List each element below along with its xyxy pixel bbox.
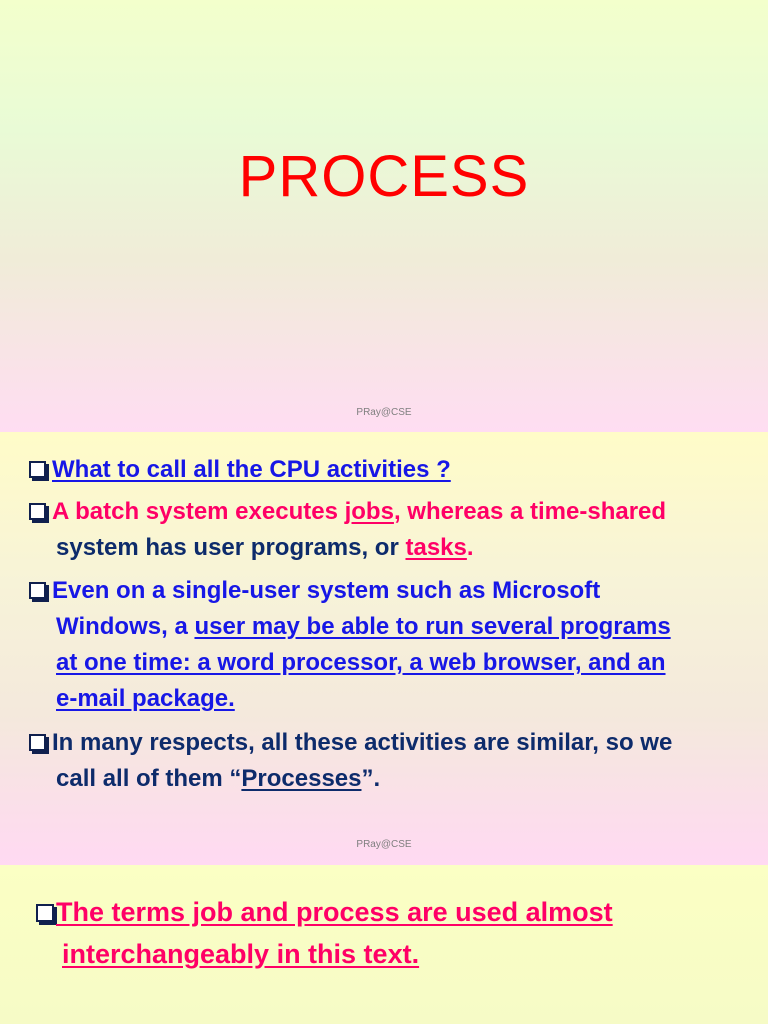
bullet-4-line1: In many respects, all these activities are similar, so we bbox=[52, 729, 673, 756]
square-bullet-icon bbox=[36, 904, 54, 922]
bullet-2-jobs: jobs bbox=[344, 498, 394, 525]
bullet-item-4 bbox=[29, 725, 672, 797]
slide-process-definition bbox=[0, 432, 768, 865]
bullet-3-line2: Windows, a bbox=[56, 613, 195, 640]
slide-title-heading: PROCESS bbox=[238, 144, 530, 209]
terms-line1: The terms job and process are used almost bbox=[56, 897, 613, 927]
bullet-1-text: What to call all the CPU activities ? bbox=[52, 456, 451, 483]
square-bullet-icon bbox=[29, 734, 46, 751]
bullet-item-3 bbox=[29, 573, 671, 717]
slide-footer: PRay@CSE bbox=[356, 839, 412, 850]
bullet-4-processes: Processes bbox=[241, 765, 362, 792]
terms-line2: interchangeably in this text. bbox=[62, 939, 420, 969]
slide-title bbox=[0, 0, 768, 432]
bullet-2-period: . bbox=[466, 534, 474, 561]
bullet-2-text: A batch system executes bbox=[52, 498, 345, 525]
square-bullet-icon bbox=[29, 582, 46, 599]
square-bullet-icon bbox=[29, 503, 46, 520]
slide-footer: PRay@CSE bbox=[356, 407, 412, 418]
bullet-3-line3: at one time: a word processor, a web browser, and an bbox=[56, 649, 666, 676]
slide-terms bbox=[0, 865, 768, 1024]
bullet-2-text-cont: , whereas a time-shared bbox=[393, 498, 667, 525]
bullet-3-line4: e-mail package. bbox=[56, 685, 235, 712]
bullet-3-line1: Even on a single-user system such as Microsoft bbox=[52, 577, 601, 604]
bullet-4-end: ”. bbox=[361, 765, 381, 792]
bullet-2-line2: system has user programs, or bbox=[56, 534, 406, 561]
square-bullet-icon bbox=[29, 461, 46, 478]
bullet-3-line2-underlined: user may be able to run several programs bbox=[194, 613, 671, 640]
bullet-item-1 bbox=[29, 452, 451, 488]
bullet-2-tasks: tasks bbox=[405, 534, 467, 561]
terms-bullet bbox=[36, 891, 613, 975]
bullet-4-line2: call all of them “ bbox=[56, 765, 242, 792]
bullet-item-2 bbox=[29, 494, 666, 566]
